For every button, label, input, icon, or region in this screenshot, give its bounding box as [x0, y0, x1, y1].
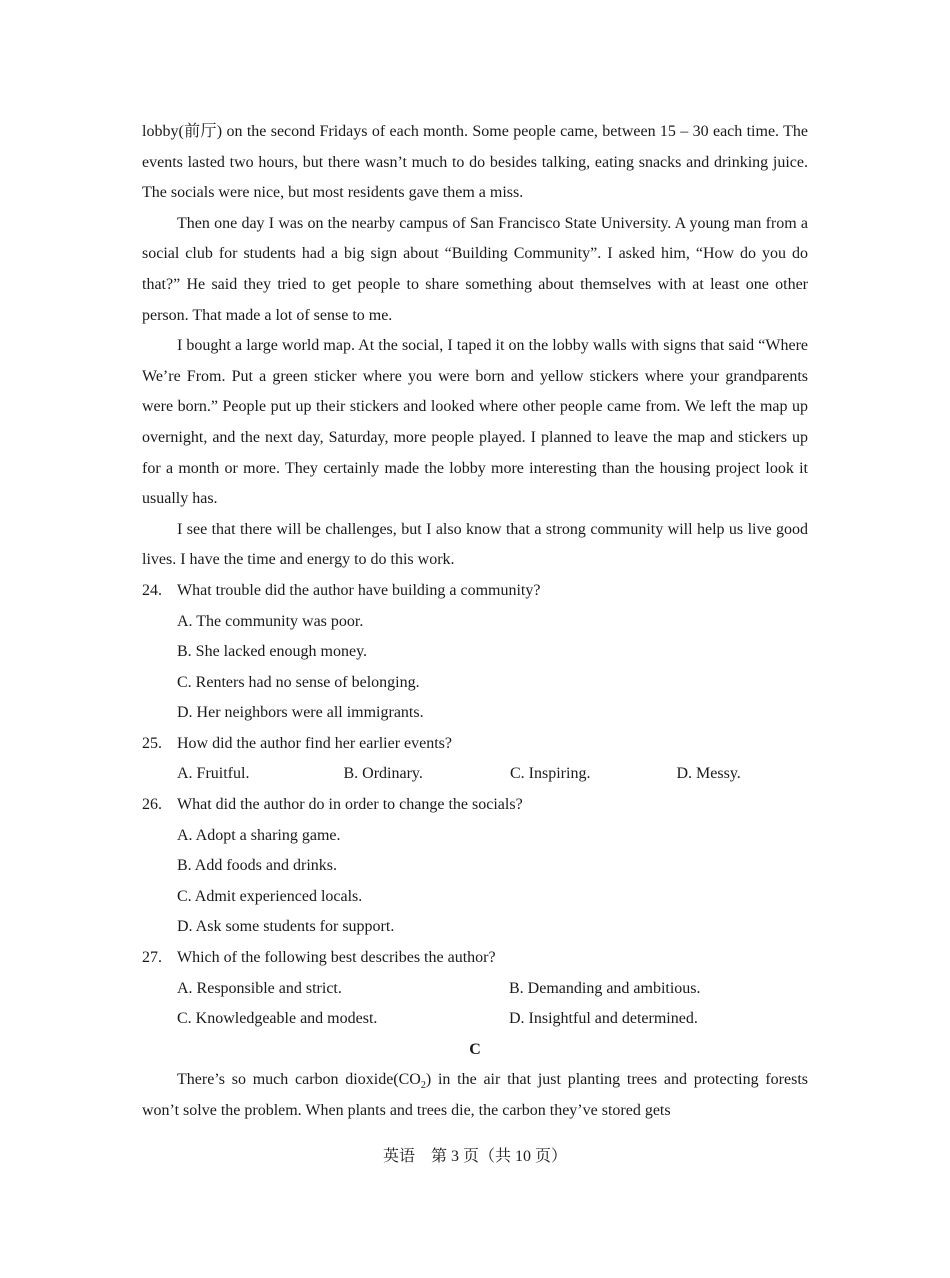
passage-paragraph: I see that there will be challenges, but I also know that a strong community will help us live good lives. I have the time and energy to do this work.: [142, 520, 808, 569]
option-a: A. Responsible and strict.: [177, 979, 342, 997]
options-row: [142, 974, 808, 1005]
passage-paragraph: I bought a large world map. At the social, I taped it on the lobby walls with signs that said “Where We’re From. Put a green sticker where you were born and yellow stickers where your grandparents were born.” People put up their stickers and looked where other people came from. We left the map up overnight, and the next day, Saturday, more people played. I planned to leave the map and stickers up for a month or more. They certainly made the lobby more interesting than the housing project look it usually has.: [142, 337, 808, 508]
option-d: D. Insightful and determined.: [509, 1010, 698, 1028]
question-24: [142, 576, 808, 607]
option-c: C. Admit experienced locals.: [177, 887, 363, 905]
passage-paragraph: lobby(前厅) on the second Fridays of each month. Some people came, between 15 – 30 each time. The events lasted two hours, but there wasn’t much to do besides talking, eating snacks and drinking juice. The socials were nice, but most residents gave them a miss.: [142, 123, 808, 202]
option-a: A. Adopt a sharing game.: [177, 826, 341, 844]
option-c: C. Renters had no sense of belonging.: [177, 673, 420, 691]
paragraph-text: ) in the air that just planting trees and protecting forests won’t solve the problem. When plants and trees die, the carbon they’ve stored gets: [142, 1071, 808, 1119]
option-a: A. The community was poor.: [177, 612, 364, 630]
question-stem: How did the author find her earlier events?: [177, 734, 453, 752]
question-stem: What trouble did the author have building a community?: [177, 581, 541, 599]
page-footer: 英语 第 3 页（共 10 页）: [382, 1148, 567, 1165]
question-stem: What did the author do in order to change the socials?: [177, 796, 523, 814]
question-25: [142, 729, 808, 760]
question-number: 25.: [142, 734, 162, 752]
passage-paragraph: [142, 1065, 808, 1126]
question-number: 27.: [142, 949, 162, 967]
option-b: B. Demanding and ambitious.: [509, 979, 701, 997]
paragraph-text: There’s so much carbon dioxide(CO: [177, 1071, 421, 1089]
option-a: A. Fruitful.: [177, 765, 250, 783]
option-b: B. Ordinary.: [343, 765, 423, 783]
option-b: B. She lacked enough money.: [177, 643, 368, 661]
question-number: 26.: [142, 796, 162, 814]
question-stem: Which of the following best describes the author?: [177, 949, 496, 967]
option-d: D. Her neighbors were all immigrants.: [177, 704, 424, 722]
option-c: C. Knowledgeable and modest.: [177, 1010, 378, 1028]
question-26: [142, 790, 808, 821]
page-content: [142, 117, 808, 1127]
subscript: 2: [420, 1080, 426, 1092]
question-number: 24.: [142, 581, 162, 599]
option-d: D. Ask some students for support.: [177, 918, 395, 936]
option-b: B. Add foods and drinks.: [177, 857, 337, 875]
passage-paragraph: Then one day I was on the nearby campus of San Francisco State University. A young man from a social club for students had a big sign about “Building Community”. I asked him, “How do you do that?” He said they tried to get people to share something about themselves with at least one other person. That made a lot of sense to me.: [142, 214, 808, 324]
options-row: [142, 759, 808, 790]
section-heading: C: [469, 1040, 481, 1058]
option-c: C. Inspiring.: [510, 765, 591, 783]
options-row: [142, 1004, 808, 1035]
question-27: [142, 943, 808, 974]
option-d: D. Messy.: [676, 765, 741, 783]
